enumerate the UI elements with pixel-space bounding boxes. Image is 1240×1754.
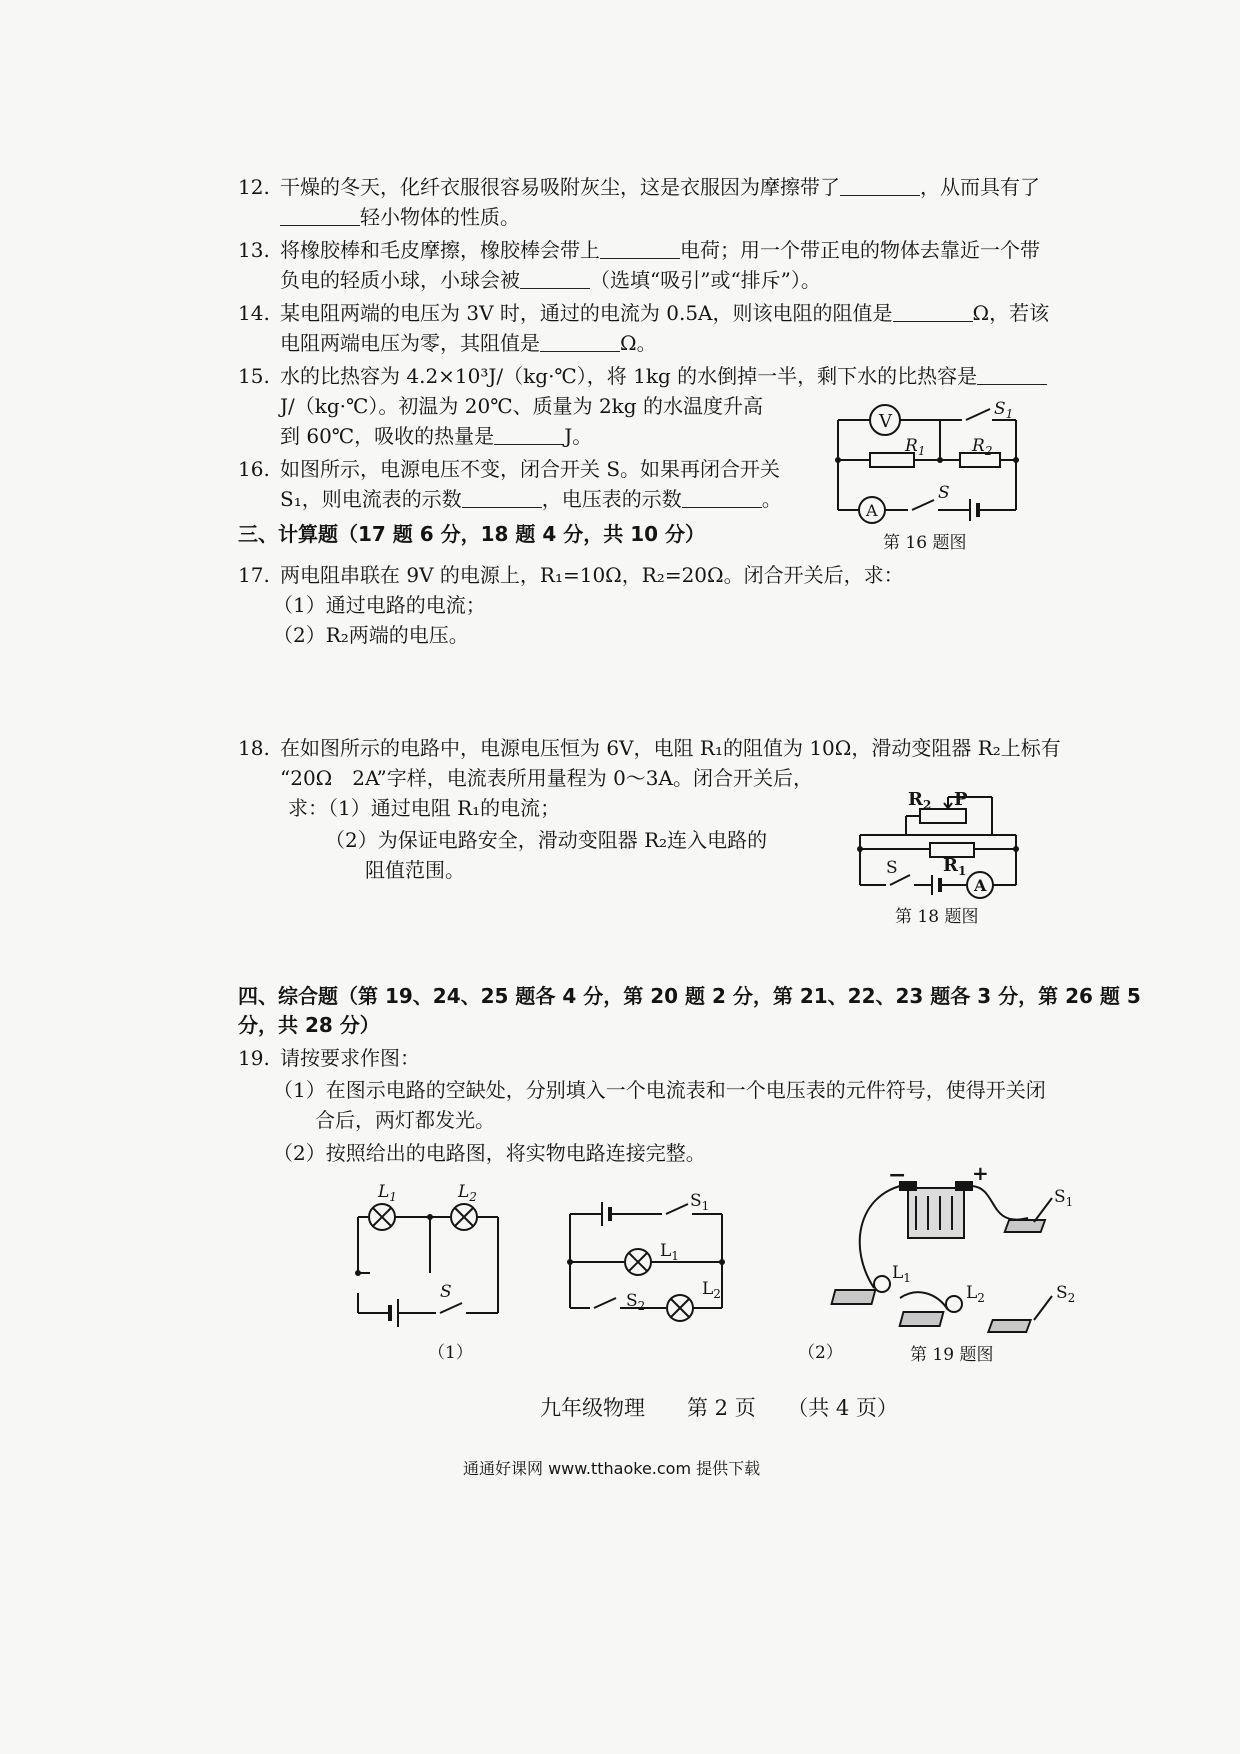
q17-line1: 17. 两电阻串联在 9V 的电源上，R₁=10Ω，R₂=20Ω。闭合开关后，求： (238, 563, 904, 587)
q18-line2: “20Ω 2A”字样，电流表所用量程为 0～3A。闭合开关后， (280, 766, 813, 790)
q14-line2: 电阻两端电压为零，其阻值是 Ω。 (280, 331, 657, 355)
svg-text:S1: $S_1$ (1054, 1187, 1074, 1209)
battery-box (900, 1182, 972, 1238)
switch-s (912, 500, 934, 510)
q19-line1: 19. 请按要求作图： (238, 1046, 420, 1070)
q13-line1: 13. 将橡胶棒和毛皮摩擦，橡胶棒会带上 电荷；用一个带正电的物体去靠近一个带 (238, 238, 1040, 262)
q16-line1: 16. 如图所示，电源电压不变，闭合开关 S。如果再闭合开关 (238, 457, 781, 481)
switch-s2-physical (988, 1296, 1052, 1332)
svg-text:R1: $R_1$ (905, 436, 926, 458)
svg-text:−: − (888, 1162, 907, 1188)
svg-text:P: P (954, 789, 968, 810)
page-footer: 九年级物理 第 2 页 （共 4 页） (540, 1396, 898, 1420)
q17-part2: （2）R₂两端的电压。 (273, 623, 469, 647)
switch-s1 (666, 1204, 688, 1214)
svg-text:L2: $L_2$ (702, 1279, 721, 1301)
caption-q19-2: （2） (798, 1343, 843, 1363)
svg-text:R2: $R_2$ (908, 789, 932, 812)
lamp-l1-physical (832, 1276, 890, 1304)
answer-blank[interactable] (600, 238, 680, 259)
svg-text:R1: $R_1$ (943, 855, 967, 878)
q14-line1: 14. 某电阻两端的电压为 3V 时，通过的电流为 0.5A，则该电阻的阻值是 Ω，若该 (238, 301, 1050, 325)
switch-s (440, 1303, 462, 1313)
svg-text:V: V (879, 411, 892, 432)
q15-line2: J/（kg·℃）。初温为 20℃、质量为 2kg 的水温度升高 (280, 394, 763, 418)
answer-blank[interactable] (682, 487, 762, 508)
q18-part1: 求：（1）通过电阻 R₁的电流； (288, 796, 561, 820)
svg-text:L1: $L_1$ (892, 1263, 911, 1285)
lamp-l2-physical (900, 1296, 962, 1326)
answer-blank[interactable] (494, 424, 564, 445)
svg-text:A: A (866, 501, 878, 520)
svg-text:S2: $S_2$ (1056, 1283, 1076, 1305)
q19-part1a: （1）在图示电路的空缺处，分别填入一个电流表和一个电压表的元件符号，使得开关闭 (273, 1078, 1046, 1102)
svg-text:L2: $L_2$ (966, 1283, 985, 1305)
svg-text:A: A (974, 876, 987, 895)
svg-text:L1: $L_1$ (378, 1182, 397, 1204)
svg-text:S: S (440, 1282, 452, 1302)
section-4-heading-line1: 四、综合题（第 19、24、25 题各 4 分，第 20 题 2 分，第 21、22、23 题各 3 分，第 26 题 5 (238, 984, 1141, 1008)
caption-q19: 第 19 题图 (910, 1345, 994, 1365)
caption-q19-1: （1） (428, 1343, 473, 1363)
q15-line3: 到 60℃，吸收的热量是 J。 (280, 424, 593, 448)
section-3-heading: 三、计算题（17 题 6 分，18 题 4 分，共 10 分） (238, 522, 706, 546)
svg-text:S2: $S_2$ (626, 1291, 646, 1313)
answer-blank[interactable] (540, 331, 620, 352)
q12-line1: 12. 干燥的冬天，化纤衣服很容易吸附灰尘，这是衣服因为摩擦带了 ，从而具有了 (238, 175, 1040, 199)
physical-circuit-drawing (838, 1161, 1108, 1348)
answer-blank[interactable] (520, 268, 590, 289)
svg-text:S: S (886, 858, 898, 878)
circuit-diagram-q18 (848, 789, 1028, 905)
caption-q16: 第 16 题图 (883, 533, 967, 553)
answer-blank[interactable] (280, 205, 360, 226)
answer-blank[interactable] (840, 175, 920, 196)
svg-text:S: S (938, 483, 950, 503)
caption-q18: 第 18 题图 (895, 907, 979, 927)
svg-text:L1: $L_1$ (660, 1241, 679, 1263)
q15-line1: 15. 水的比热容为 4.2×10³J/（kg·℃），将 1kg 的水倒掉一半，剩下水的比热容是 (238, 363, 1047, 389)
q19-part2: （2）按照给出的电路图，将实物电路连接完整。 (273, 1141, 706, 1165)
switch-s1-physical (1005, 1198, 1052, 1232)
svg-text:L2: $L_2$ (458, 1182, 477, 1204)
q18-line1: 18. 在如图所示的电路中，电源电压恒为 6V，电阻 R₁的阻值为 10Ω，滑动变阻器 R₂上标有 (238, 736, 1061, 760)
q13-line2: 负电的轻质小球，小球会被 （选填“吸引”或“排斥”）。 (280, 268, 821, 292)
q18-part2: （2）为保证电路安全，滑动变阻器 R₂连入电路的 (325, 828, 768, 852)
q17-part1: （1）通过电路的电流； (273, 593, 486, 617)
q16-line2: S₁，则电流表的示数 ，电压表的示数 。 (280, 487, 782, 511)
circuit-diagram-q19-2 (562, 1190, 742, 1320)
svg-text:S1: $S_1$ (690, 1191, 710, 1213)
q19-part1b: 合后，两灯都发光。 (315, 1108, 495, 1132)
svg-text:R2: $R_2$ (972, 436, 993, 458)
answer-blank[interactable] (977, 364, 1047, 385)
circuit-diagram-q19-1 (348, 1182, 508, 1320)
answer-blank[interactable] (893, 301, 973, 322)
switch-s1 (966, 409, 990, 420)
answer-blank[interactable] (462, 487, 542, 508)
switch-s2 (594, 1298, 616, 1308)
circuit-diagram-q16 (820, 400, 1040, 540)
svg-text:S1: $S_1$ (994, 399, 1014, 421)
q18-part2b: 阻值范围。 (365, 858, 465, 882)
website-credit: 通通好课网 www.tthaoke.com 提供下载 (463, 1459, 761, 1478)
svg-text:+: + (972, 1161, 989, 1185)
q12-line2: 轻小物体的性质。 (280, 204, 520, 230)
section-4-heading-line2: 分，共 28 分） (238, 1013, 380, 1037)
